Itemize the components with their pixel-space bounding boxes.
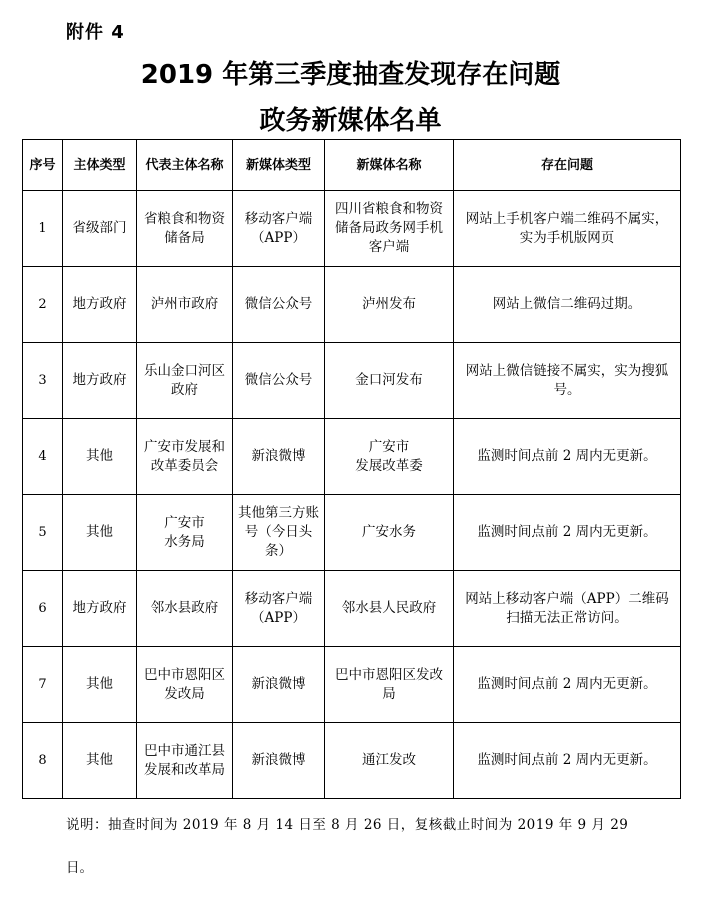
header-entity-type: 主体类型 <box>63 140 137 191</box>
cell-seq: 6 <box>23 571 63 647</box>
cell-entity-name: 广安市发展和改革委员会 <box>137 419 233 495</box>
table-row <box>23 191 681 267</box>
cell-seq: 3 <box>23 343 63 419</box>
cell-media-type: 微信公众号 <box>233 267 325 343</box>
footnote-end: 日。 <box>66 860 93 876</box>
cell-problem: 监测时间点前 2 周内无更新。 <box>454 419 681 495</box>
cell-entity-type: 其他 <box>63 419 137 495</box>
cell-entity-name: 广安市 水务局 <box>137 495 233 571</box>
document-title-line-1: 2019 年第三季度抽查发现存在问题 <box>140 60 561 90</box>
cell-problem: 监测时间点前 2 周内无更新。 <box>454 723 681 799</box>
cell-problem: 网站上手机客户端二维码不属实，实为手机版网页 <box>454 191 681 267</box>
cell-problem: 网站上移动客户端（APP）二维码扫描无法正常访问。 <box>454 571 681 647</box>
cell-entity-name: 泸州市政府 <box>137 267 233 343</box>
cell-entity-type: 省级部门 <box>63 191 137 267</box>
table-row <box>23 267 681 343</box>
table-row <box>23 571 681 647</box>
header-media-type: 新媒体类型 <box>233 140 325 191</box>
cell-media-name: 四川省粮食和物资储备局政务网手机客户端 <box>325 191 454 267</box>
problem-media-table <box>22 139 681 799</box>
table-row <box>23 647 681 723</box>
cell-entity-name: 巴中市恩阳区发改局 <box>137 647 233 723</box>
cell-entity-type: 地方政府 <box>63 267 137 343</box>
cell-media-type: 微信公众号 <box>233 343 325 419</box>
header-problem: 存在问题 <box>454 140 681 191</box>
cell-entity-name: 乐山金口河区政府 <box>137 343 233 419</box>
cell-seq: 4 <box>23 419 63 495</box>
footnote: 说明：抽查时间为 2019 年 8 月 14 日至 8 月 26 日，复核截止时间为 2019 年 9 月 29 <box>66 817 629 833</box>
cell-media-name: 通江发改 <box>325 723 454 799</box>
cell-entity-name: 巴中市通江县发展和改革局 <box>137 723 233 799</box>
table-row <box>23 723 681 799</box>
cell-entity-name: 邻水县政府 <box>137 571 233 647</box>
cell-entity-type: 其他 <box>63 723 137 799</box>
document-title-line-2: 政务新媒体名单 <box>259 106 442 136</box>
table-body <box>23 191 681 799</box>
cell-problem: 网站上微信链接不属实，实为搜狐号。 <box>454 343 681 419</box>
cell-media-name: 泸州发布 <box>325 267 454 343</box>
cell-seq: 1 <box>23 191 63 267</box>
cell-media-name: 巴中市恩阳区发改局 <box>325 647 454 723</box>
cell-media-name: 广安水务 <box>325 495 454 571</box>
cell-media-name: 邻水县人民政府 <box>325 571 454 647</box>
cell-entity-type: 地方政府 <box>63 343 137 419</box>
table-row <box>23 343 681 419</box>
cell-media-name: 金口河发布 <box>325 343 454 419</box>
header-seq: 序号 <box>23 140 63 191</box>
cell-problem: 监测时间点前 2 周内无更新。 <box>454 495 681 571</box>
cell-entity-type: 地方政府 <box>63 571 137 647</box>
cell-media-type: 新浪微博 <box>233 647 325 723</box>
cell-entity-type: 其他 <box>63 647 137 723</box>
table-row <box>23 495 681 571</box>
cell-media-type: 其他第三方账号（今日头条） <box>233 495 325 571</box>
cell-seq: 5 <box>23 495 63 571</box>
cell-media-type: 移动客户端（APP） <box>233 571 325 647</box>
cell-problem: 网站上微信二维码过期。 <box>454 267 681 343</box>
header-media-name: 新媒体名称 <box>325 140 454 191</box>
cell-seq: 7 <box>23 647 63 723</box>
cell-problem: 监测时间点前 2 周内无更新。 <box>454 647 681 723</box>
table-row <box>23 419 681 495</box>
cell-media-type: 移动客户端（APP） <box>233 191 325 267</box>
annex-label: 附件 4 <box>66 22 125 43</box>
cell-seq: 2 <box>23 267 63 343</box>
table-header-row <box>23 140 681 191</box>
header-entity-name: 代表主体名称 <box>137 140 233 191</box>
cell-entity-name: 省粮食和物资储备局 <box>137 191 233 267</box>
cell-entity-type: 其他 <box>63 495 137 571</box>
cell-media-type: 新浪微博 <box>233 723 325 799</box>
cell-media-name: 广安市 发展改革委 <box>325 419 454 495</box>
cell-media-type: 新浪微博 <box>233 419 325 495</box>
cell-seq: 8 <box>23 723 63 799</box>
